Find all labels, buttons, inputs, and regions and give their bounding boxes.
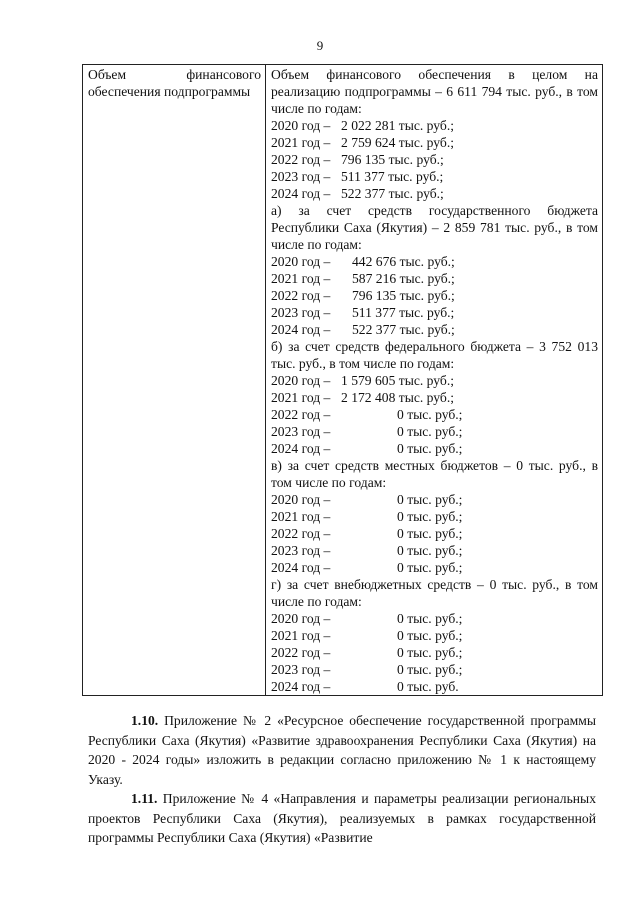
amount-value: 0 тыс. руб.; <box>397 509 463 524</box>
financing-intro: Объем финансового обеспечения в целом на реализацию подпрограммы – 6 611 794 тыс. руб., в том числе по годам: <box>271 67 598 116</box>
amount-value: 0 тыс. руб.; <box>397 662 463 677</box>
amount-value: 2 022 281 тыс. руб.; <box>341 118 455 133</box>
year-row <box>271 678 598 695</box>
year-row <box>271 491 598 508</box>
amount-value: 0 тыс. руб.; <box>397 526 463 541</box>
amount-value: 2 759 624 тыс. руб.; <box>341 135 455 150</box>
amount-value: 0 тыс. руб.; <box>397 441 463 456</box>
year-label: 2024 год – <box>271 441 331 456</box>
amount-value: 796 135 тыс. руб.; <box>341 152 444 167</box>
amount-value: 0 тыс. руб.; <box>397 424 463 439</box>
year-label: 2020 год – <box>271 492 331 507</box>
paragraph-1-11 <box>88 789 596 848</box>
year-row <box>271 185 598 202</box>
amount-value: 0 тыс. руб.; <box>397 628 463 643</box>
year-row <box>271 610 598 627</box>
amount-value: 442 676 тыс. руб.; <box>352 254 455 269</box>
amount-value: 511 377 тыс. руб.; <box>341 169 444 184</box>
year-label: 2024 год – <box>271 560 331 575</box>
year-label: 2022 год – <box>271 407 331 422</box>
year-row <box>271 117 598 134</box>
year-label: 2024 год – <box>271 679 331 694</box>
year-label: 2023 год – <box>271 169 331 184</box>
year-row <box>271 372 598 389</box>
section-g-heading: г) за счет внебюджетных средств – 0 тыс. руб., в том числе по годам: <box>271 577 598 609</box>
amount-value: 522 377 тыс. руб.; <box>341 186 444 201</box>
year-label: 2021 год – <box>271 135 331 150</box>
year-row <box>271 661 598 678</box>
amount-value: 0 тыс. руб. <box>397 679 459 694</box>
year-row <box>271 508 598 525</box>
year-row <box>271 525 598 542</box>
year-label: 2020 год – <box>271 254 331 269</box>
year-label: 2022 год – <box>271 288 331 303</box>
year-list-g <box>271 610 598 695</box>
amount-value: 0 тыс. руб.; <box>397 407 463 422</box>
table-label: Объем финансового обеспечения подпрограммы <box>88 67 261 99</box>
year-label: 2021 год – <box>271 509 331 524</box>
year-row <box>271 151 598 168</box>
paragraph-text: Приложение № 2 «Ресурсное обеспечение государственной программы Республики Саха (Якутия) «Развитие здравоохранения Республики Саха (Якутия) на 2020 - 2024 годы» изложить в редакции согласно приложению № 1 к настоящему Указу. <box>88 713 596 787</box>
year-row <box>271 287 598 304</box>
year-label: 2020 год – <box>271 611 331 626</box>
amount-value: 0 тыс. руб.; <box>397 645 463 660</box>
amount-value: 587 216 тыс. руб.; <box>352 271 455 286</box>
year-label: 2024 год – <box>271 186 331 201</box>
section-v-heading: в) за счет средств местных бюджетов – 0 тыс. руб., в том числе по годам: <box>271 458 598 490</box>
amount-value: 796 135 тыс. руб.; <box>352 288 455 303</box>
year-row <box>271 423 598 440</box>
amount-value: 0 тыс. руб.; <box>397 492 463 507</box>
table-value-cell <box>266 65 603 696</box>
year-row <box>271 389 598 406</box>
section-a-heading: а) за счет средств государственного бюджета Республики Саха (Якутия) – 2 859 781 тыс. руб., в том числе по годам: <box>271 203 598 252</box>
year-row <box>271 440 598 457</box>
section-b-heading: б) за счет средств федерального бюджета – 3 752 013 тыс. руб., в том числе по годам: <box>271 339 598 371</box>
paragraph-number: 1.11. <box>131 791 158 806</box>
year-label: 2022 год – <box>271 645 331 660</box>
year-list-total <box>271 117 598 202</box>
year-row <box>271 542 598 559</box>
year-label: 2023 год – <box>271 424 331 439</box>
year-list-v <box>271 491 598 576</box>
paragraph-text: Приложение № 4 «Направления и параметры реализации региональных проектов Республики Саха (Якутия), реализуемых в рамках государственной программы Республики Саха (Якутия) «Развитие <box>88 791 596 845</box>
year-row <box>271 627 598 644</box>
year-label: 2021 год – <box>271 390 331 405</box>
amount-value: 0 тыс. руб.; <box>397 611 463 626</box>
year-label: 2020 год – <box>271 118 331 133</box>
year-row <box>271 168 598 185</box>
paragraph-1-10 <box>88 711 596 789</box>
year-row <box>271 134 598 151</box>
year-row <box>271 406 598 423</box>
amount-value: 1 579 605 тыс. руб.; <box>341 373 455 388</box>
year-label: 2021 год – <box>271 271 331 286</box>
year-label: 2020 год – <box>271 373 331 388</box>
year-label: 2022 год – <box>271 152 331 167</box>
page-number: 9 <box>316 38 324 53</box>
year-label: 2021 год – <box>271 628 331 643</box>
amount-value: 522 377 тыс. руб.; <box>352 322 455 337</box>
financing-table <box>82 64 603 696</box>
year-row <box>271 321 598 338</box>
year-row <box>271 559 598 576</box>
year-label: 2023 год – <box>271 543 331 558</box>
year-list-a <box>271 253 598 338</box>
year-list-b <box>271 372 598 457</box>
year-label: 2023 год – <box>271 305 331 320</box>
amount-value: 511 377 тыс. руб.; <box>352 305 455 320</box>
table-row <box>83 65 603 696</box>
table-label-cell <box>83 65 266 696</box>
year-row <box>271 304 598 321</box>
amount-value: 0 тыс. руб.; <box>397 543 463 558</box>
year-label: 2024 год – <box>271 322 331 337</box>
year-row <box>271 270 598 287</box>
year-row <box>271 253 598 270</box>
year-row <box>271 644 598 661</box>
year-label: 2022 год – <box>271 526 331 541</box>
paragraph-number: 1.10. <box>131 713 159 728</box>
amount-value: 2 172 408 тыс. руб.; <box>341 390 455 405</box>
year-label: 2023 год – <box>271 662 331 677</box>
amount-value: 0 тыс. руб.; <box>397 560 463 575</box>
